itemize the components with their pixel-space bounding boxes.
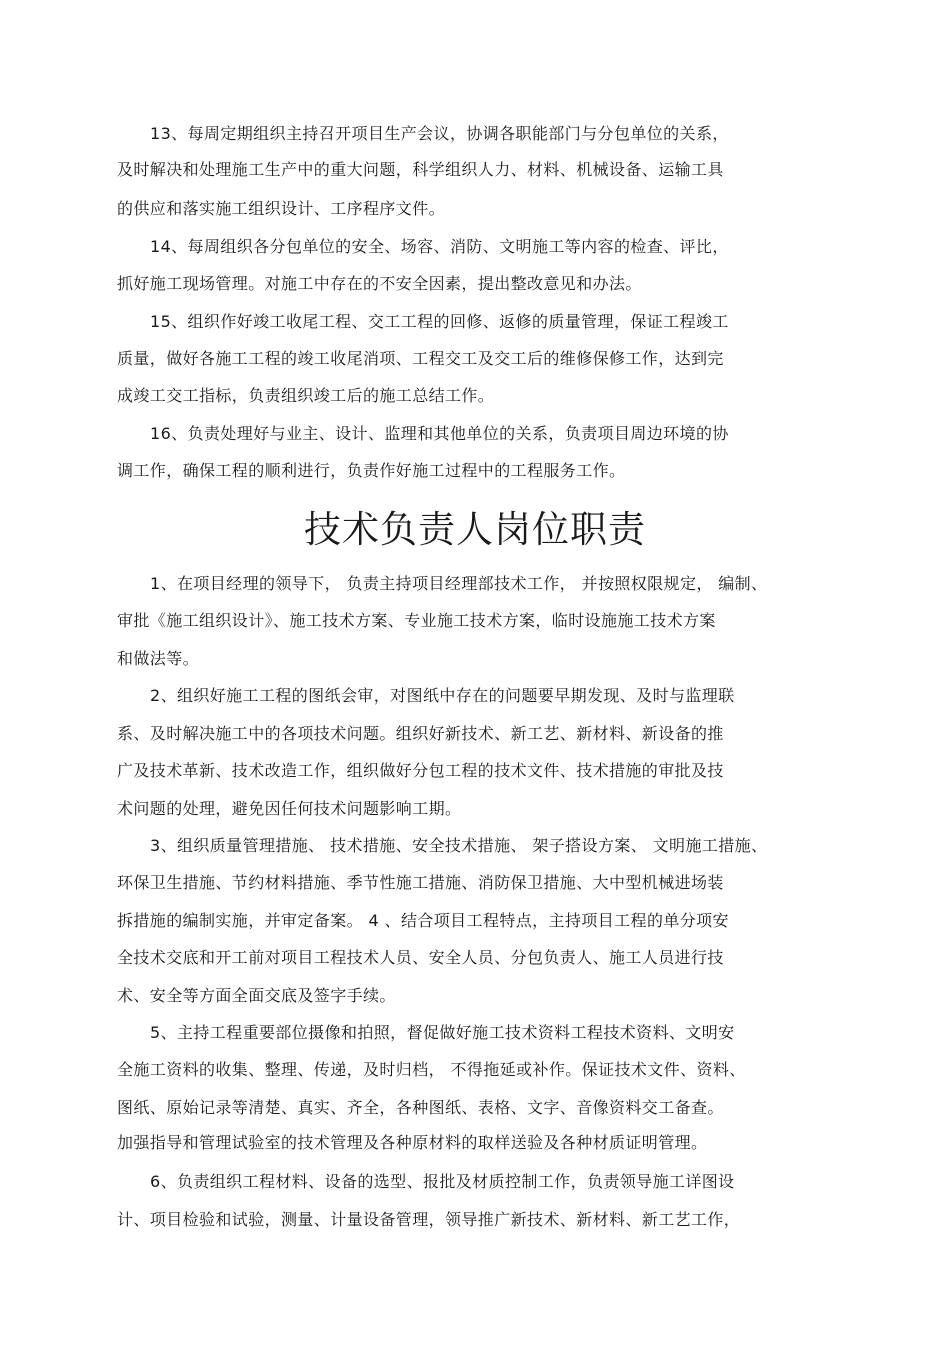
paragraph-13-line-1: 13、每周定期组织主持召开项目生产会议，协调各职能部门与分包单位的关系， bbox=[150, 124, 729, 143]
paragraph-15-line-2: 质量，做好各施工工程的竣工收尾消项、工程交工及交工后的维修保修工作，达到完 bbox=[117, 349, 724, 368]
paragraph-15-line-3: 成竣工交工指标，负责组织竣工后的施工总结工作。 bbox=[117, 386, 495, 405]
duty-4-line-3: 术、安全等方面全面交底及签字手续。 bbox=[117, 986, 396, 1005]
duty-1-line-1: 1、在项目经理的领导下， 负责主持项目经理部技术工作， 并按照权限规定， 编制、 bbox=[150, 574, 768, 593]
duty-6-line-1: 6、负责组织工程材料、设备的选型、报批及材质控制工作，负责领导施工详图设 bbox=[150, 1172, 735, 1191]
paragraph-16-line-2: 调工作，确保工程的顺利进行，负责作好施工过程中的工程服务工作。 bbox=[117, 461, 626, 480]
duty-5-line-1: 5、主持工程重要部位摄像和拍照，督促做好施工技术资料工程技术资料、文明安 bbox=[150, 1023, 735, 1042]
paragraph-13-line-3: 的供应和落实施工组织设计、工序程序文件。 bbox=[117, 199, 446, 218]
duty-2-line-3: 广及技术革新、技术改造工作，组织做好分包工程的技术文件、技术措施的审批及技 bbox=[117, 761, 724, 780]
duty-5-line-3: 图纸、原始记录等清楚、真实、齐全，各种图纸、表格、文字、音像资料交工备查。 bbox=[117, 1098, 724, 1117]
paragraph-15-line-1: 15、组织作好竣工收尾工程、交工工程的回修、返修的质量管理，保证工程竣工 bbox=[150, 312, 729, 331]
duty-1-line-2: 审批《施工组织设计》、施工技术方案、专业施工技术方案，临时设施施工技术方案 bbox=[117, 611, 716, 630]
duty-5-line-2: 全施工资料的收集、整理、传递，及时归档， 不得拖延或补作。保证技术文件、资料、 bbox=[117, 1060, 746, 1079]
paragraph-14-line-2: 抓好施工现场管理。对施工中存在的不安全因素，提出整改意见和办法。 bbox=[117, 274, 642, 293]
duty-3-line-3: 拆措施的编制实施，并审定备案。 4 、结合项目工程特点，主持项目工程的单分项安 bbox=[117, 911, 729, 930]
duty-5-line-4: 加强指导和管理试验室的技术管理及各种原材料的取样送验及各种材质证明管理。 bbox=[117, 1133, 708, 1152]
paragraph-16-line-1: 16、负责处理好与业主、设计、监理和其他单位的关系，负责项目周边环境的协 bbox=[150, 424, 729, 443]
duty-4-line-2: 全技术交底和开工前对项目工程技术人员、安全人员、分包负责人、施工人员进行技 bbox=[117, 948, 724, 967]
duty-2-line-1: 2、组织好施工工程的图纸会审，对图纸中存在的问题要早期发现、及时与监理联 bbox=[150, 686, 735, 705]
duty-2-line-2: 系、及时解决施工中的各项技术问题。组织好新技术、新工艺、新材料、新设备的推 bbox=[117, 724, 724, 743]
duty-6-line-2: 计、项目检验和试验，测量、计量设备管理，领导推广新技术、新材料、新工艺工作， bbox=[117, 1210, 741, 1229]
duty-1-line-3: 和做法等。 bbox=[117, 649, 200, 668]
duty-3-line-2: 环保卫生措施、节约材料措施、季节性施工措施、消防保卫措施、大中型机械进场装 bbox=[117, 873, 724, 892]
duty-3-line-1: 3、组织质量管理措施、 技术措施、安全技术措施、 架子搭设方案、 文明施工措施、 bbox=[150, 836, 768, 855]
section-title: 技术负责人岗位职责 bbox=[304, 508, 646, 551]
paragraph-13-line-2: 及时解决和处理施工生产中的重大问题，科学组织人力、材料、机械设备、运输工具 bbox=[117, 160, 724, 179]
paragraph-14-line-1: 14、每周组织各分包单位的安全、场容、消防、文明施工等内容的检查、评比， bbox=[150, 237, 729, 256]
duty-2-line-4: 术问题的处理，避免因任何技术问题影响工期。 bbox=[117, 799, 462, 818]
